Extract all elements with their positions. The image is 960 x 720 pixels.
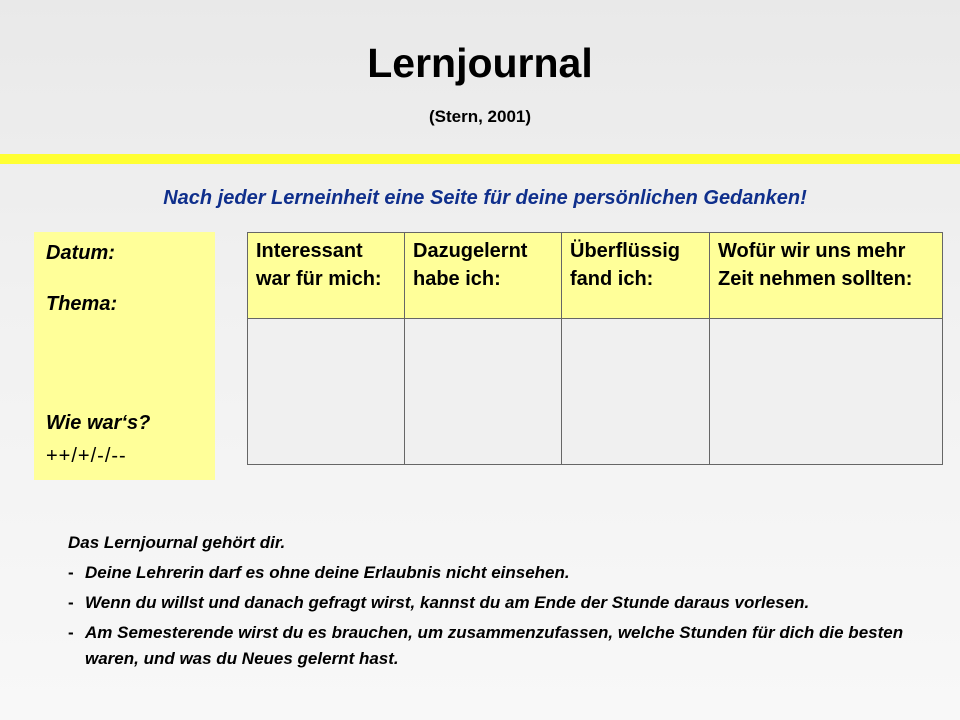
dash-marker: - [68,623,74,642]
notes-section [68,530,948,672]
dash-marker: - [68,593,74,612]
intro-text: Nach jeder Lerneinheit eine Seite für deine persönlichen Gedanken! [163,187,807,209]
datum-label: Datum: [46,242,115,264]
column-header-dazugelernt: Dazugelernt habe ich: [405,233,562,319]
list-item [68,560,948,586]
table-cell-ueberfluessig [562,319,710,465]
list-item [68,590,948,616]
dash-marker: - [68,563,74,582]
column-header-ueberfluessig: Überflüssig fand ich: [562,233,710,319]
note-text: Am Semesterende wirst du es brauchen, um zusammenzufassen, welche Stunden für dich die besten waren, und was du Neues gelernt hast. [85,623,904,668]
rating-scale: ++/+/-/-- [46,445,127,467]
table-row [248,319,943,465]
header-divider-band [0,154,960,164]
thema-label: Thema: [46,293,118,315]
column-header-mehr-zeit: Wofür wir uns mehr Zeit nehmen sollten: [710,233,943,319]
page-subtitle: (Stern, 2001) [428,107,532,126]
note-text: Wenn du willst und danach gefragt wirst, kannst du am Ende der Stunde daraus vorlesen. [85,593,810,612]
note-text: Deine Lehrerin darf es ohne deine Erlaubnis nicht einsehen. [85,563,570,582]
list-item [68,620,915,672]
meta-panel [34,232,215,480]
wie-wars-label: Wie war‘s? [46,412,151,434]
reflection-table [247,232,943,465]
column-header-interessant: Interessant war für mich: [248,233,405,319]
page-title: Lernjournal [367,40,593,86]
table-header-row [248,233,943,319]
table-cell-interessant [248,319,405,465]
table-cell-mehr-zeit [710,319,943,465]
notes-lead: Das Lernjournal gehört dir. [68,533,286,552]
table-cell-dazugelernt [405,319,562,465]
